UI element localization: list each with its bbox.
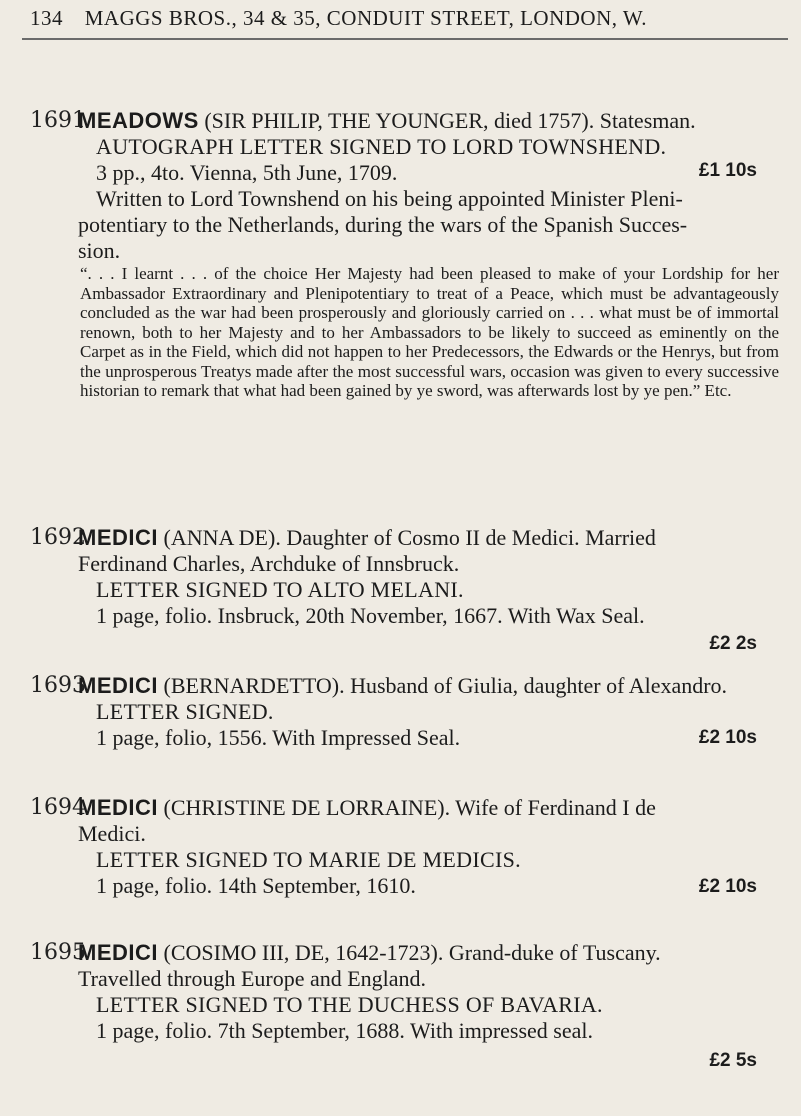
note-line: sion. (78, 238, 121, 263)
entry-name: MEDICI (78, 795, 158, 820)
lot-number: 1691 (30, 108, 86, 133)
entry-name: MEDICI (78, 940, 158, 965)
item-title: AUTOGRAPH LETTER SIGNED TO LORD TOWNSHEND. (96, 134, 667, 159)
item-details: 1 page, folio. 14th September, 1610. (96, 873, 416, 898)
item-title: LETTER SIGNED TO THE DUCHESS OF BAVARIA. (96, 992, 603, 1017)
price: £2 2s (709, 633, 757, 654)
price: £2 10s (698, 876, 757, 897)
entry-description: (SIR PHILIP, THE YOUNGER, died 1757). Statesman. (204, 108, 696, 133)
item-title: LETTER SIGNED TO ALTO MELANI. (96, 577, 464, 602)
entry-description: (BERNARDETTO). Husband of Giulia, daughter of Alexandro. (163, 673, 728, 698)
item-details: 1 page, folio. 7th September, 1688. With impressed seal. (96, 1018, 594, 1043)
note-line: Written to Lord Townshend on his being appointed Minister Pleni- (96, 186, 683, 211)
entry-name: MEADOWS (78, 108, 199, 133)
entry-name: MEDICI (78, 525, 158, 550)
entry-name: MEDICI (78, 673, 158, 698)
entry-description-cont: Ferdinand Charles, Archduke of Innsbruck. (78, 551, 460, 576)
item-details: 1 page, folio, 1556. With Impressed Seal. (96, 725, 461, 750)
item-title: LETTER SIGNED. (96, 699, 274, 724)
running-header (30, 6, 770, 31)
item-title: LETTER SIGNED TO MARIE DE MEDICIS. (96, 847, 521, 872)
publisher-address: MAGGS BROS., 34 & 35, CONDUIT STREET, LONDON, W. (84, 6, 648, 30)
lot-number: 1692 (30, 525, 86, 550)
price: £2 10s (698, 727, 757, 748)
entry-description: (COSIMO III, DE, 1642-1723). Grand-duke of Tuscany. (163, 940, 661, 965)
header-rule (22, 38, 788, 40)
lot-number: 1694 (30, 795, 86, 820)
entry-description: (CHRISTINE DE LORRAINE). Wife of Ferdinand I de (163, 795, 656, 820)
entry-description: (ANNA DE). Daughter of Cosmo II de Medici. Married (163, 525, 656, 550)
item-details: 1 page, folio. Insbruck, 20th November, 1667. With Wax Seal. (96, 603, 645, 628)
page-number: 134 (30, 6, 63, 30)
lot-number: 1693 (30, 673, 86, 698)
price: £1 10s (698, 160, 757, 181)
quotation: “. . . I learnt . . . of the choice Her Majesty had been pleased to make of your Lordship for her Ambassador Extraordinary and Plenipotentiary to treat of a Peace, which must be advantageously concluded as the war had been prosperously and gloriously carried on . . . what must be of immortal renown, both to her Majesty and to her Ambassadors to be likely to succeed as eminently on the Carpet as in the Field, which did not happen to her Predecessors, the Edwards or the Henrys, but from the unprosperous Treatys made after the most successful wars, occasion was given to every successive historian to remark that what had been gained by ye sword, was afterwards lost by ye pen.” Etc. (80, 264, 779, 400)
item-details: 3 pp., 4to. Vienna, 5th June, 1709. (96, 160, 398, 185)
price: £2 5s (709, 1050, 757, 1071)
note-line: potentiary to the Netherlands, during the wars of the Spanish Succes- (78, 212, 688, 237)
lot-number: 1695 (30, 940, 86, 965)
entry-description-cont: Medici. (78, 821, 146, 846)
entry-description-cont: Travelled through Europe and England. (78, 966, 427, 991)
